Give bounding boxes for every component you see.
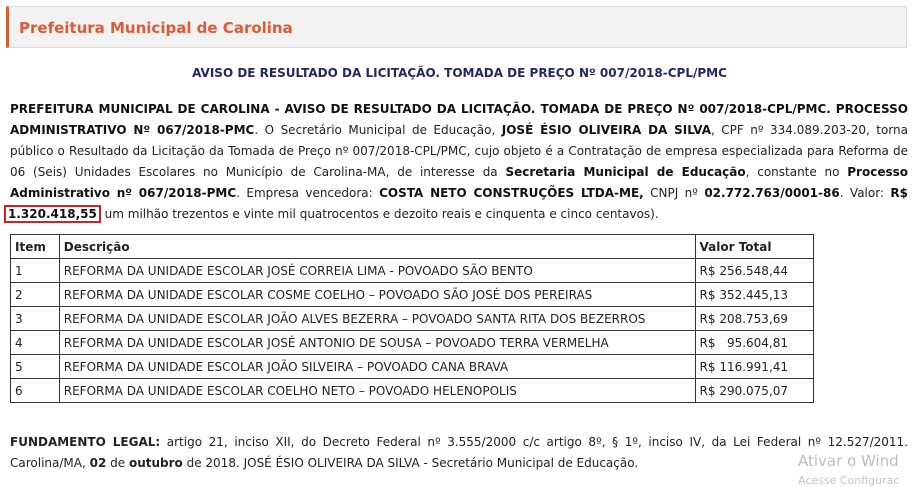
body-text: . O Secretário Municipal de Educação, xyxy=(254,123,502,137)
table-row xyxy=(11,259,814,283)
header-bar xyxy=(6,6,907,48)
item-value: R$ 95.604,81 xyxy=(695,331,813,355)
table-row xyxy=(11,379,814,403)
body-bold-heading: PREFEITURA MUNICIPAL DE CAROLINA - AVISO DE RESULTADO DA LICITAÇÃO. TOMADA DE PREÇO Nº 007/2018-CPL/PMC. PROCESSO ADMINISTRATIVO Nº 067/2018-PMC xyxy=(10,102,908,137)
activation-watermark: Ativar o Wind xyxy=(798,452,899,470)
item-value: R$ 352.445,13 xyxy=(695,283,813,307)
secretary-name: JOSÉ ÉSIO OLIVEIRA DA SILVA xyxy=(501,123,712,137)
item-number: 2 xyxy=(11,283,60,307)
notice-body xyxy=(10,99,908,225)
process-number: Processo Administrativo nº 067/2018-PMC xyxy=(10,165,908,200)
item-number: 5 xyxy=(11,355,60,379)
items-table xyxy=(10,234,814,403)
header-description: Descrição xyxy=(59,235,695,259)
page-title: Prefeitura Municipal de Carolina xyxy=(19,19,293,37)
total-value-highlight: 1.320.418,55 xyxy=(4,205,101,223)
value-in-words: um milhão trezentos e vinte mil quatrocentos e dezoito reais e cinquenta e cinco centavos). xyxy=(100,207,659,221)
legal-text: artigo 21, inciso XII, do Decreto Federal nº 3.555/2000 c/c artigo 8º, § 1º, inciso IV, da Lei Federal nº 12.527/2011. Carolina/MA, xyxy=(10,435,909,470)
secretariat-name: Secretaria Municipal de Educação xyxy=(505,165,746,179)
body-text: CNPJ nº xyxy=(643,186,705,200)
item-number: 3 xyxy=(11,307,60,331)
table-row xyxy=(11,307,814,331)
header-total-value: Valor Total xyxy=(695,235,813,259)
winning-company: COSTA NETO CONSTRUÇÕES LTDA-ME, xyxy=(379,186,644,200)
legal-text: de xyxy=(106,456,129,470)
activation-watermark-sub: Acesse Configurac xyxy=(798,474,900,487)
item-value: R$ 290.075,07 xyxy=(695,379,813,403)
body-text: . Valor: xyxy=(839,186,891,200)
legal-label: FUNDAMENTO LEGAL: xyxy=(10,435,161,449)
legal-text: de 2018. JOSÉ ÉSIO OLIVEIRA DA SILVA - Secretário Municipal de Educação. xyxy=(182,456,639,470)
currency-label: R$ xyxy=(890,186,908,200)
body-text: , constante no xyxy=(745,165,848,179)
item-description: REFORMA DA UNIDADE ESCOLAR JOSÉ CORREIA LIMA - POVOADO SÃO BENTO xyxy=(59,259,695,283)
notice-title: AVISO DE RESULTADO DA LICITAÇÃO. TOMADA DE PREÇO Nº 007/2018-CPL/PMC xyxy=(192,66,727,80)
table-row xyxy=(11,355,814,379)
cnpj-number: 02.772.763/0001-86 xyxy=(704,186,840,200)
date-day: 02 xyxy=(89,456,107,470)
body-text: . Empresa vencedora: xyxy=(236,186,380,200)
item-value: R$ 116.991,41 xyxy=(695,355,813,379)
legal-basis xyxy=(10,432,908,474)
item-number: 1 xyxy=(11,259,60,283)
date-month: outubro xyxy=(128,456,183,470)
item-number: 6 xyxy=(11,379,60,403)
item-value: R$ 208.753,69 xyxy=(695,307,813,331)
body-text: , CPF nº 334.089.203-20, torna público o Resultado da Licitação da Tomada de Preço nº 007/2018-CPL/PMC, cujo objeto é a Contratação de empresa especializada para Reforma de 06 (Seis) Unidades Escolares no Município de Carolina-MA, de interesse da xyxy=(10,123,908,179)
header-item: Item xyxy=(11,235,60,259)
table-row xyxy=(11,331,814,355)
item-value: R$ 256.548,44 xyxy=(695,259,813,283)
item-description: REFORMA DA UNIDADE ESCOLAR JOÃO ALVES BEZERRA – POVOADO SANTA RITA DOS BEZERROS xyxy=(59,307,695,331)
item-description: REFORMA DA UNIDADE ESCOLAR COSME COELHO – POVOADO SÃO JOSÉ DOS PEREIRAS xyxy=(59,283,695,307)
table-row xyxy=(11,283,814,307)
table-header-row xyxy=(11,235,814,259)
item-number: 4 xyxy=(11,331,60,355)
item-description: REFORMA DA UNIDADE ESCOLAR JOÃO SILVEIRA – POVOADO CANA BRAVA xyxy=(59,355,695,379)
item-description: REFORMA DA UNIDADE ESCOLAR JOSÉ ANTONIO DE SOUSA – POVOADO TERRA VERMELHA xyxy=(59,331,695,355)
item-description: REFORMA DA UNIDADE ESCOLAR COELHO NETO – POVOADO HELENOPOLIS xyxy=(59,379,695,403)
